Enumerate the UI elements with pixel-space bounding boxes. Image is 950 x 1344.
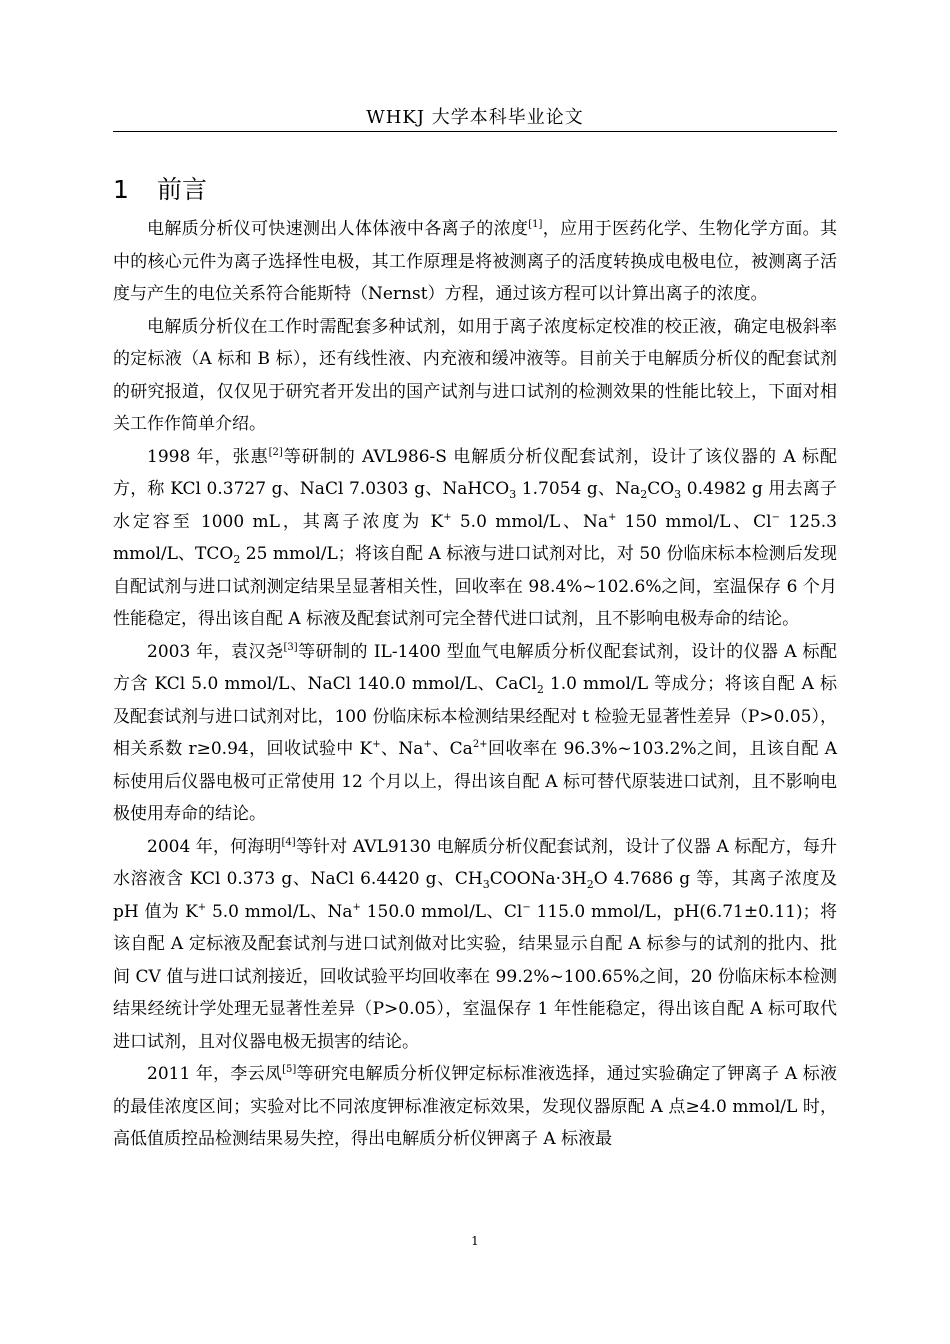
text-run: 回收率在 96.3%~103.2%之间，且该自配 A 标使用后仪器电极可正常使用 12 个月以上，得出该自配 A 标可替代原装进口试剂，且不影响电极使用寿命的结论。 xyxy=(113,739,838,824)
section-heading xyxy=(113,170,207,206)
section-number: 1 xyxy=(113,175,129,204)
header-rule xyxy=(113,131,837,132)
text-run: 25 mmol/L；将该自配 A 标液与进口试剂对比，对 50 份临床标本检测后发现自配试剂与进口试剂测定结果呈显著相关性，回收率在 98.4%~102.6%之间，室温保存 6 个月性能稳定，得出该自配 A 标液及配套试剂可完全替代进口试剂，且不影响电极寿命的结论。 xyxy=(113,544,837,629)
text-run: 2011 年，李云凤 xyxy=(147,1064,283,1084)
text-run: 电解质分析仪在工作时需配套多种试剂，如用于离子浓度标定校准的校正液，确定电极斜率的定标液（A 标和 B 标），还有线性液、内充液和缓冲液等。目前关于电解质分析仪的配套试剂的研究报道，仅仅见于研究者开发出的国产试剂与进口试剂的检测效果的性能比较上，下面对相关工作作简单介绍。 xyxy=(113,316,837,434)
text-run: 0.4982 g 用去离子水定容至 1000 mL，其离子浓度为 K xyxy=(113,479,838,532)
text-run: 等研究电解质分析仪钾定标标准液选择，通过实验确定了钾离子 A 标液的最佳浓度区间；实验对比不同浓度钾标准液定标效果，发现仪器原配 A 点≥4.0 mmol/L 时，高低值质控品检测结果易失控，得出电解质分析仪钾离子 A 标液最 xyxy=(113,1064,837,1149)
paragraph xyxy=(113,311,837,441)
text-run: COONa·3H xyxy=(489,869,587,889)
text-run: O 4.7686 g 等，其离子浓度及 pH 值为 K xyxy=(113,869,837,922)
text-run: 1.7054 g、Na xyxy=(516,479,641,499)
superscript: + xyxy=(372,739,381,750)
text-run: 150 mmol/L、Cl xyxy=(616,511,772,532)
superscript: [4] xyxy=(281,836,296,848)
superscript: + xyxy=(607,511,617,523)
subscript: 3 xyxy=(674,488,682,501)
superscript: [5] xyxy=(282,1064,297,1075)
paragraph xyxy=(113,1058,837,1156)
text-run: 、Na xyxy=(380,739,424,759)
superscript: − xyxy=(522,901,531,913)
section-title-text: 前言 xyxy=(157,175,208,204)
text-run: 125.3 mmol/L、TCO xyxy=(113,511,837,564)
text-run: 1.0 mmol/L 等成分；将该自配 A 标及配套试剂与进口试剂对比，100 份临床标本检测结果经配对 t 检验无显著性差异（P>0.05），相关系数 r≥0.94，回收试验中 K xyxy=(113,674,837,759)
subscript: 2 xyxy=(233,553,241,566)
subscript: 2 xyxy=(536,683,544,696)
text-run: 2003 年，袁汉尧 xyxy=(147,641,284,662)
text-run: 2004 年，何海明 xyxy=(147,836,282,857)
text-run: 等研制的 IL-1400 型血气电解质分析仪配套试剂，设计的仪器 A 标配方含 KCl 5.0 mmol/L、NaCl 140.0 mmol/L、CaCl xyxy=(113,641,837,694)
paragraph xyxy=(113,441,837,636)
text-run: ，应用于医药化学、生物化学方面。其中的核心元件为离子选择性电极，其工作原理是将被测离子的活度转换成电极电位，被测离子活度与产生的电位关系符合能斯特（Nernst）方程，通过该方程可以计算出离子的浓度。 xyxy=(113,219,838,304)
text-run: CO xyxy=(647,479,675,499)
running-header: WHKJ 大学本科毕业论文 xyxy=(366,107,584,128)
text-run: 电解质分析仪可快速测出人体体液中各离子的浓度 xyxy=(147,219,529,239)
page-number: 1 xyxy=(471,1234,479,1248)
superscript: + xyxy=(352,901,361,913)
superscript: + xyxy=(197,901,207,913)
subscript: 3 xyxy=(509,488,517,501)
superscript: [3] xyxy=(283,641,298,653)
text-run: 1998 年，张惠 xyxy=(147,446,269,467)
superscript: − xyxy=(771,511,780,523)
subscript: 2 xyxy=(640,488,648,501)
superscript: + xyxy=(423,739,432,750)
text-run: 等针对 AVL9130 电解质分析仪配套试剂，设计了仪器 A 标配方，每升水溶液含 KCl 0.373 g、NaCl 6.4420 g、CH xyxy=(113,836,837,889)
text-run: 115.0 mmol/L，pH(6.71±0.11)；将该自配 A 定标液及配套试剂与进口试剂做对比实验，结果显示自配 A 标参与的试剂的批内、批间 CV 值与进口试剂接近，回收试验平均回收率在 99.2%~100.65%之间，20 份临床标本检测结果经统计学处理无显著性差异（P>0.05），室温保存 1 年性能稳定，得出该自配 A 标可取代进口试剂，且对仪器电极无损害的结论。 xyxy=(113,901,837,1052)
paragraph xyxy=(113,831,837,1059)
subscript: 3 xyxy=(482,878,490,891)
superscript: + xyxy=(443,511,452,523)
superscript: 2+ xyxy=(472,739,488,750)
text-run: 5.0 mmol/L、Na xyxy=(206,901,353,922)
paragraph xyxy=(113,636,837,831)
superscript: [2] xyxy=(268,446,283,458)
subscript: 2 xyxy=(586,878,594,891)
body-text xyxy=(113,213,837,1156)
text-run: 5.0 mmol/L、Na xyxy=(451,511,608,532)
paragraph xyxy=(113,213,837,311)
superscript: [1] xyxy=(528,219,543,230)
text-run: 等研制的 AVL986-S 电解质分析仪配套试剂，设计了该仪器的 A 标配方，称 KCl 0.3727 g、NaCl 7.0303 g、NaHCO xyxy=(113,446,838,499)
text-run: 、Ca xyxy=(431,739,473,759)
text-run: 150.0 mmol/L、Cl xyxy=(360,901,523,922)
